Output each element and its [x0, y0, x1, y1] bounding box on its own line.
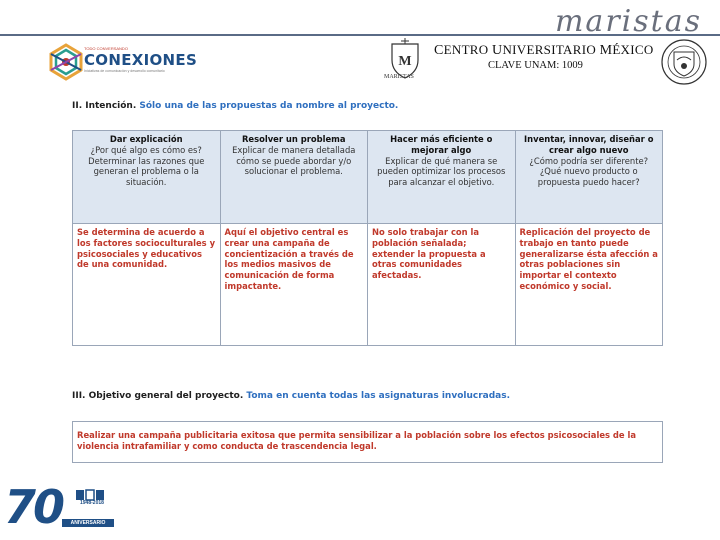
conexiones-top-text: TODO CONVERSANDO — [84, 46, 128, 51]
proposal-answer: Replicación del proyecto de trabajo en tanto puede generalizarse ésta afección a otras poblaciones sin importar el contexto económico y social. — [515, 224, 663, 346]
unam-seal-icon — [660, 38, 708, 86]
anniversary-years: 1948-2018 — [80, 500, 104, 506]
conexiones-tagline: Iniciativas de comunicación y desarrollo comunitario — [84, 69, 165, 73]
proposals-table — [72, 130, 663, 346]
proposal-header-cell — [515, 131, 663, 224]
svg-text:M: M — [398, 54, 412, 69]
proposal-answer: No solo trabajar con la población señalada; extender la propuesta a otras comunidades afectadas. — [368, 224, 516, 346]
proposal-header-cell — [220, 131, 368, 224]
proposal-heading: Dar explicación — [109, 134, 183, 144]
proposal-heading: Inventar, innovar, diseñar o crear algo nuevo — [524, 134, 654, 155]
proposal-heading: Hacer más eficiente o mejorar algo — [390, 134, 493, 155]
proposal-description: Explicar de qué manera se pueden optimizar los procesos para alcanzar el objetivo. — [377, 155, 506, 187]
proposal-answer: Se determina de acuerdo a los factores socioculturales y psicosociales y educativos de una comunidad. — [73, 224, 221, 346]
marist-shield-caption: MARISTAS — [384, 74, 414, 80]
conexiones-wordmark: CONEXIONES — [84, 51, 198, 69]
table-row — [73, 131, 663, 224]
section-3-heading: III. Objetivo general del proyecto. Toma en cuenta todas las asignaturas involucradas. — [72, 391, 511, 401]
proposal-description: Explicar de manera detallada cómo se puede abordar y/o solucionar el problema. — [232, 144, 356, 177]
table-row — [73, 224, 663, 346]
proposal-description: ¿Por qué algo es cómo es? Determinar las razones que generan el problema o la situación. — [88, 144, 205, 187]
proposal-description: ¿Cómo podría ser diferente? ¿Qué nuevo producto o propuesta puedo hacer? — [529, 155, 649, 187]
institution-title: CENTRO UNIVERSITARIO MÉXICO — [434, 42, 654, 58]
proposal-answer: Aquí el objetivo central es crear una campaña de concientización a través de los medios masivos de comunicación de forma impactante. — [220, 224, 368, 346]
general-objective: Realizar una campaña publicitaria exitosa que permita sensibilizar a la población sobre los efectos psicosociales de la violencia intrafamiliar y como conducta de trascendencia legal. — [72, 421, 663, 463]
proposal-heading: Resolver un problema — [241, 134, 346, 144]
maristas-logo: maristas — [554, 4, 702, 39]
proposal-header-cell — [73, 131, 221, 224]
clave-unam: CLAVE UNAM: 1009 — [488, 60, 583, 71]
proposal-header-cell — [368, 131, 516, 224]
section-2-heading: II. Intención. Sólo una de las propuestas da nombre al proyecto. — [72, 101, 399, 111]
anniversary-label: ANIVERSARIO — [62, 519, 114, 527]
anniversary-number: 70 — [4, 480, 63, 534]
